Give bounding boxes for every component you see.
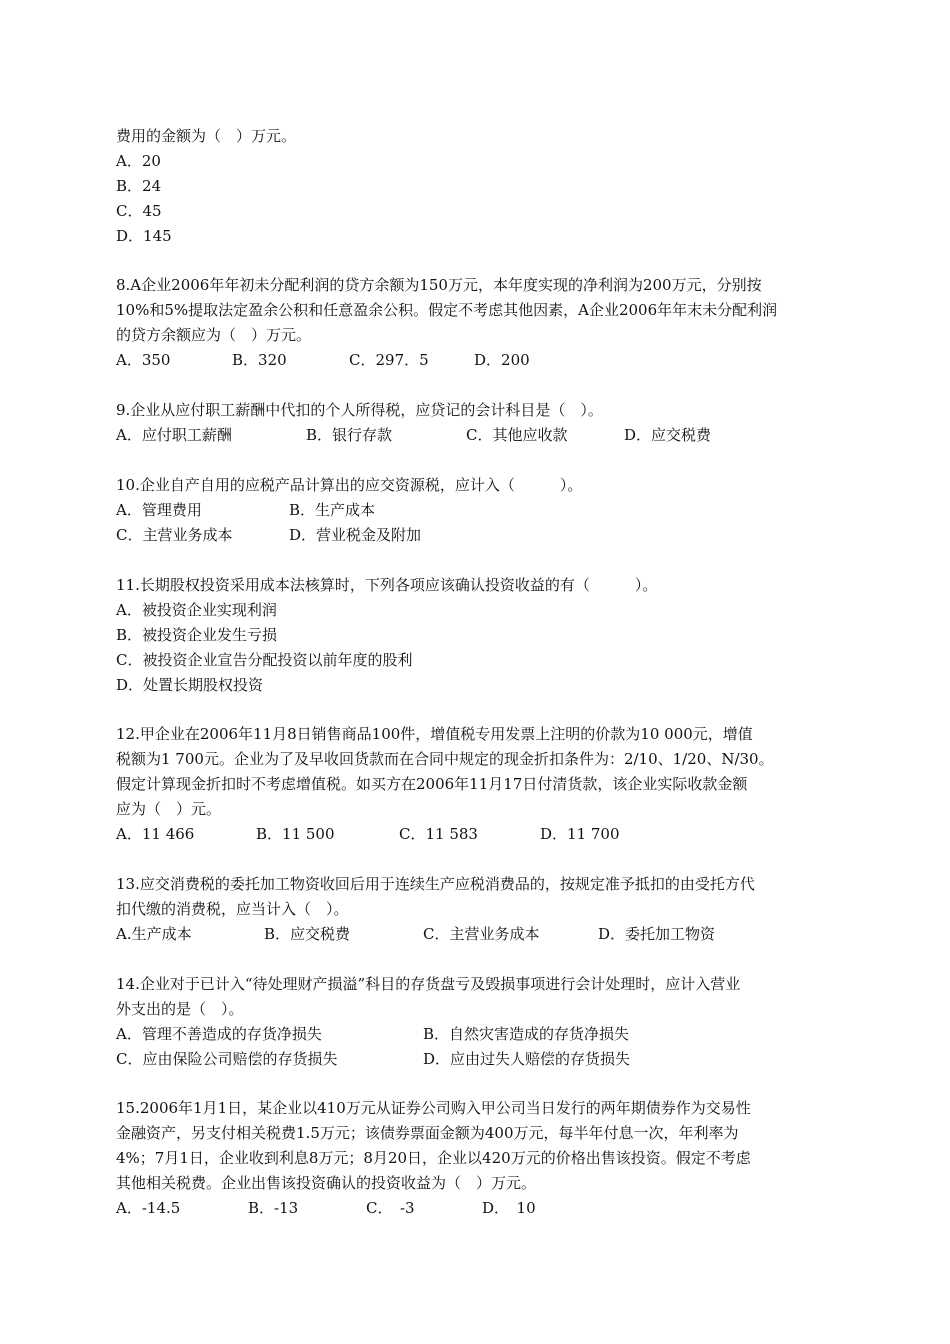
option-d: D．委托加工物资 — [598, 925, 716, 943]
option-c: C．主营业务成本 — [116, 526, 233, 544]
question-stem-line: 应为（ ）元。 — [116, 800, 222, 818]
option-d: D．应交税费 — [624, 426, 712, 444]
question-15 — [116, 1096, 841, 1221]
option-c: C．主营业务成本 — [423, 925, 540, 943]
question-stem-line: 8.A企业2006年年初未分配利润的贷方余额为150万元，本年度实现的净利润为200万元，分别按 — [116, 276, 762, 294]
option-d: D．145 — [116, 227, 172, 245]
options-row — [116, 348, 841, 373]
option-c: C．11 583 — [399, 825, 478, 843]
question-stem-line: 外支出的是（ ）。 — [116, 1000, 244, 1018]
option-d: D．处置长期股权投资 — [116, 676, 264, 694]
option-b: B．-13 — [248, 1199, 299, 1217]
question-stem-line: 假定计算现金折扣时不考虑增值税。如买方在2006年11月17日付清货款，该企业实际收款金额 — [116, 775, 748, 793]
options-row — [116, 922, 841, 947]
option-a: A．11 466 — [116, 825, 195, 843]
option-b: B．生产成本 — [289, 501, 376, 519]
question-14 — [116, 972, 841, 1072]
option-a: A．被投资企业实现利润 — [116, 601, 277, 619]
option-a: A．应付职工薪酬 — [116, 426, 232, 444]
option-a: A．管理费用 — [116, 501, 202, 519]
option-b: B．银行存款 — [306, 426, 393, 444]
option-b: B．被投资企业发生亏损 — [116, 626, 278, 644]
option-b: B．应交税费 — [264, 925, 351, 943]
option-d: D．11 700 — [540, 825, 620, 843]
option-a: A．-14.5 — [116, 1199, 181, 1217]
option-c: C．其他应收款 — [466, 426, 568, 444]
question-stem-line: 税额为1 700元。企业为了及早收回货款而在合同中规定的现金折扣条件为：2/10、1/20、N/30。 — [116, 750, 774, 768]
options-row — [116, 423, 841, 448]
question-8 — [116, 273, 841, 373]
option-a: A．20 — [116, 152, 161, 170]
option-d: D．应由过失人赔偿的存货损失 — [423, 1050, 631, 1068]
option-a: A．管理不善造成的存货净损失 — [116, 1025, 322, 1043]
question-stem-line: 10%和5%提取法定盈余公积和任意盈余公积。假定不考虑其他因素，A企业2006年年末未分配利润 — [116, 301, 778, 319]
option-c: C．297．5 — [349, 351, 429, 369]
option-a: A.生产成本 — [116, 925, 192, 943]
option-d: D．营业税金及附加 — [289, 526, 422, 544]
question-stem-line: 金融资产，另支付相关税费1.5万元；该债券票面金额为400万元，每半年付息一次，年利率为 — [116, 1124, 739, 1142]
question-stem-line: 11.长期股权投资采用成本法核算时，下列各项应该确认投资收益的有（ ）。 — [116, 576, 658, 594]
question-stem-line: 12.甲企业在2006年11月8日销售商品100件，增值税专用发票上注明的价款为10 000元，增值 — [116, 725, 753, 743]
option-b: B．11 500 — [256, 825, 335, 843]
question-stem-line: 10.企业自产自用的应税产品计算出的应交资源税，应计入（ ）。 — [116, 476, 583, 494]
question-10 — [116, 473, 841, 548]
option-d: D． 10 — [482, 1199, 536, 1217]
question-stem-line: 15.2006年1月1日，某企业以410万元从证券公司购入甲公司当日发行的两年期债券作为交易性 — [116, 1099, 751, 1117]
option-b: B．320 — [232, 351, 287, 369]
question-12 — [116, 722, 841, 847]
question-stem-line: 9.企业从应付职工薪酬中代扣的个人所得税，应贷记的会计科目是（ ）。 — [116, 401, 603, 419]
options-row — [116, 1196, 841, 1221]
option-d: D．200 — [474, 351, 530, 369]
question-stem-line: 扣代缴的消费税，应当计入（ ）。 — [116, 900, 349, 918]
question-stem-line: 费用的金额为（ ）万元。 — [116, 127, 297, 145]
question-stem-line: 其他相关税费。企业出售该投资确认的投资收益为（ ）万元。 — [116, 1174, 537, 1192]
question-7 — [116, 124, 841, 249]
option-b: B．自然灾害造成的存货净损失 — [423, 1025, 630, 1043]
options-row — [116, 1047, 841, 1072]
option-c: C．应由保险公司赔偿的存货损失 — [116, 1050, 338, 1068]
question-11 — [116, 573, 841, 698]
question-stem-line: 4%；7月1日，企业收到利息8万元；8月20日，企业以420万元的价格出售该投资。假定不考虑 — [116, 1149, 751, 1167]
question-9 — [116, 398, 841, 448]
question-13 — [116, 872, 841, 947]
option-b: B．24 — [116, 177, 162, 195]
question-stem-line: 的贷方余额应为（ ）万元。 — [116, 326, 312, 344]
options-row — [116, 822, 841, 847]
options-row — [116, 498, 841, 523]
options-row — [116, 1022, 841, 1047]
question-stem-line: 13.应交消费税的委托加工物资收回后用于连续生产应税消费品的，按规定准予抵扣的由受托方代 — [116, 875, 755, 893]
option-a: A．350 — [116, 351, 171, 369]
question-stem-line: 14.企业对于已计入“待处理财产损溢”科目的存货盘亏及毁损事项进行会计处理时，应计入营业 — [116, 975, 741, 993]
option-c: C． -3 — [366, 1199, 415, 1217]
option-c: C．被投资企业宣告分配投资以前年度的股利 — [116, 651, 413, 669]
options-row — [116, 523, 841, 548]
option-c: C．45 — [116, 202, 162, 220]
